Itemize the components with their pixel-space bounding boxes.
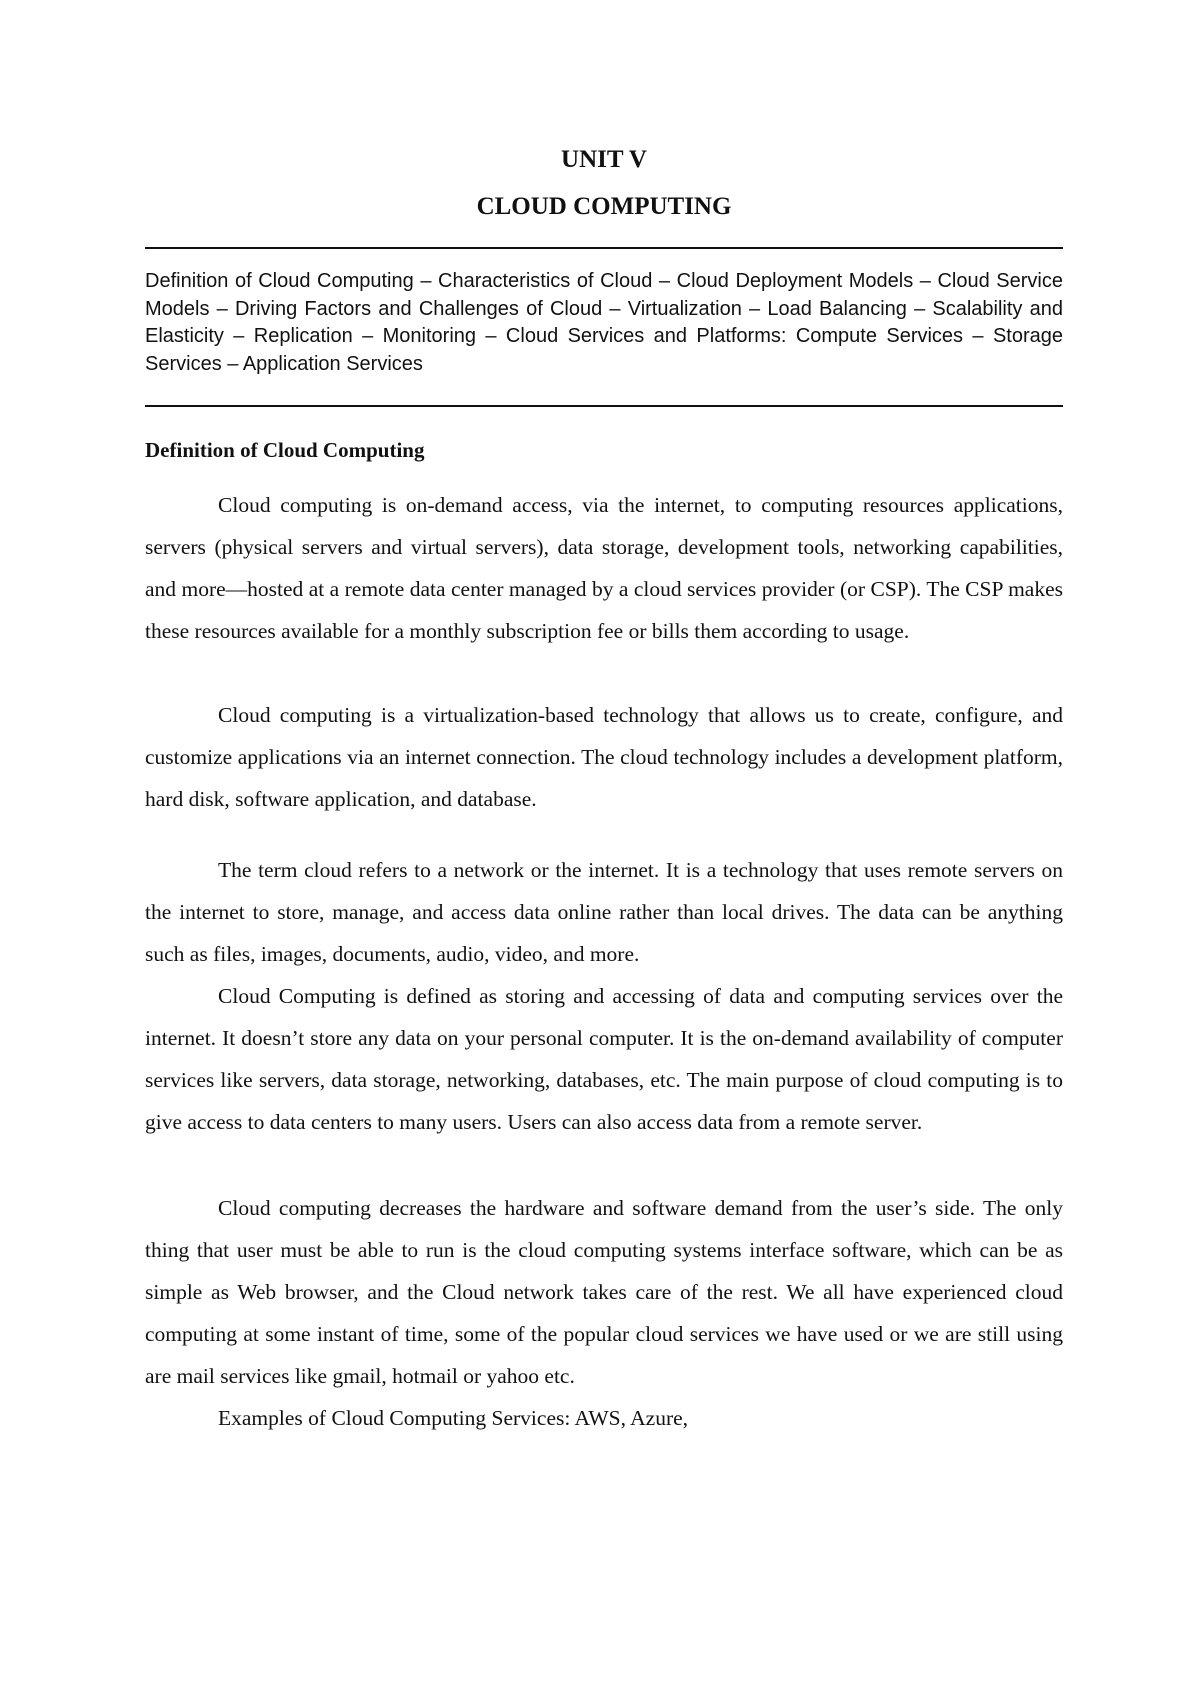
paragraph-4: Cloud Computing is defined as storing and accessing of data and computing services over the internet. It doesn’t store any data on your personal computer. It is the on-demand availability of computer services like servers, data storage, networking, databases, etc. The main purpose of cloud computing is to give access to data centers to many users. Users can also access data from a remote server. bbox=[145, 984, 1063, 1134]
paragraph-2: Cloud computing is a virtualization-based technology that allows us to create, configure, and customize applications via an internet connection. The cloud technology includes a development platform, hard disk, software application, and database. bbox=[145, 703, 1063, 811]
paragraph-5: Cloud computing decreases the hardware and software demand from the user’s side. The only thing that user must be able to run is the cloud computing systems interface software, which can be as simple as Web browser, and the Cloud network takes care of the rest. We all have experienced cloud computing at some instant of time, some of the popular cloud services we have used or we are still using are mail services like gmail, hotmail or yahoo etc. bbox=[145, 1196, 1063, 1388]
syllabus-summary: Definition of Cloud Computing – Characteristics of Cloud – Cloud Deployment Models – Cloud Service Models – Driving Factors and Challenges of Cloud – Virtualization – Load Balancing – Scalability and Elasticity – Replication – Monitoring – Cloud Services and Platforms: Compute Services – Storage Services – Application Services bbox=[145, 270, 1063, 375]
bottom-divider bbox=[145, 405, 1063, 407]
section-heading: Definition of Cloud Computing bbox=[145, 438, 425, 462]
unit-subtitle: CLOUD COMPUTING bbox=[476, 193, 732, 220]
paragraph-6: Examples of Cloud Computing Services: AWS, Azure, bbox=[218, 1406, 689, 1430]
top-divider bbox=[145, 247, 1063, 249]
paragraph-3: The term cloud refers to a network or the internet. It is a technology that uses remote servers on the internet to store, manage, and access data online rather than local drives. The data can be anything such as files, images, documents, audio, video, and more. bbox=[145, 858, 1063, 966]
unit-title: UNIT V bbox=[561, 146, 647, 173]
paragraph-1: Cloud computing is on-demand access, via the internet, to computing resources applications, servers (physical servers and virtual servers), data storage, development tools, networking capabilities, and more—hosted at a remote data center managed by a cloud services provider (or CSP). The CSP makes these resources available for a monthly subscription fee or bills them according to usage. bbox=[145, 493, 1063, 643]
